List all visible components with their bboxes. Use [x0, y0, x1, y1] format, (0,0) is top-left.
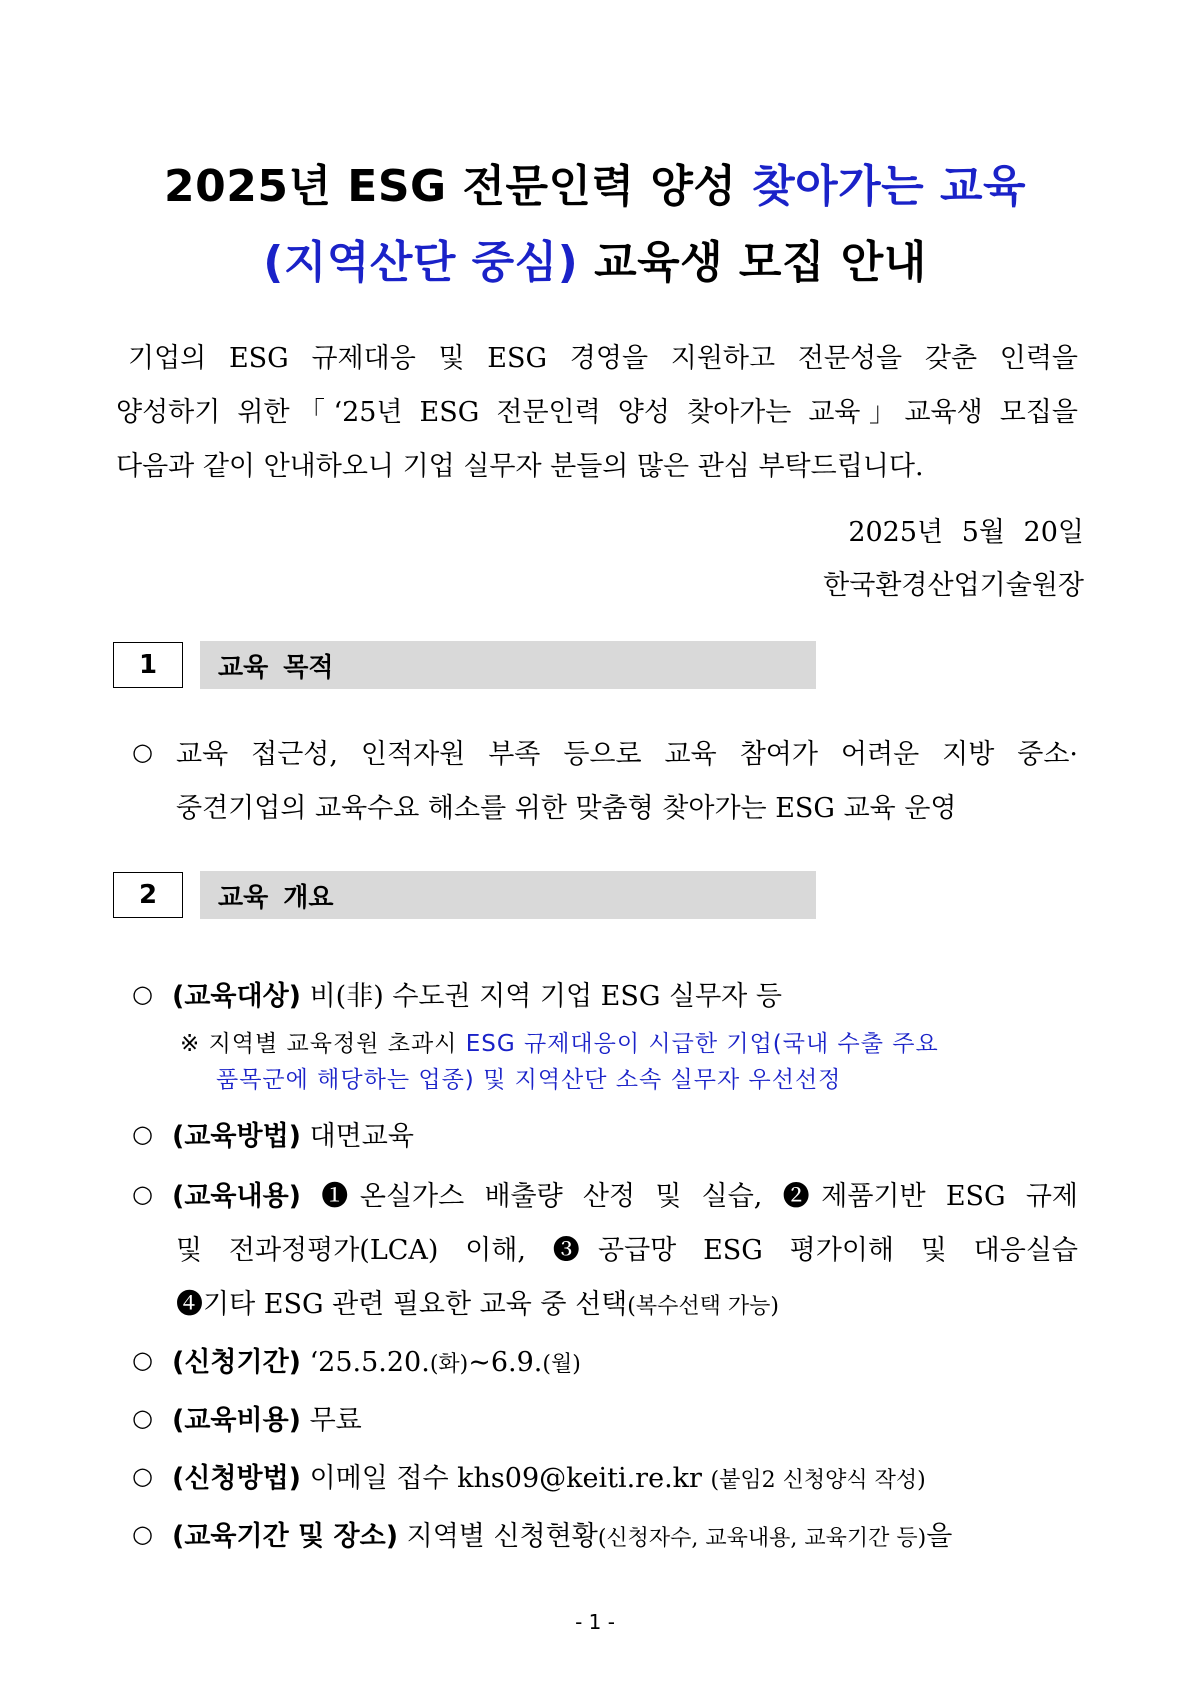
content-text: ❶온실가스 배출량 산정 및 실습, ❷제품기반 ESG 규제 [301, 1181, 1078, 1212]
period-start: ‘25.5.20. [301, 1347, 430, 1378]
period-end-day: (월) [542, 1352, 581, 1377]
section-number-1: 1 [113, 642, 183, 688]
note-plain: 지역별 교육정원 초과시 [208, 1031, 466, 1057]
title-part-blue: 찾아가는 교육 [752, 161, 1026, 212]
page-title-line2 [0, 226, 1190, 290]
intro-line-2: 양성하기 위한「‘25년 ESG 전문인력 양성 찾아가는 교육」교육생 모집을 [116, 397, 1078, 428]
content-line-3 [176, 1282, 779, 1321]
organization-signature: 한국환경산업기술원장 [823, 570, 1084, 601]
bullet-icon: ○ [132, 738, 153, 766]
period-end: ~6.9. [468, 1347, 543, 1378]
title-part-blue-2: (지역산단 중심) [263, 237, 579, 288]
period-start-day: (화) [429, 1352, 469, 1377]
method-label: (교육방법) [172, 1121, 302, 1152]
section-title-2: 교육 개요 [200, 871, 816, 919]
cost-label: (교육비용) [172, 1405, 302, 1436]
apply-label: (신청방법) [172, 1463, 302, 1494]
schedule-text: 지역별 신청현황 [398, 1521, 598, 1552]
purpose-line-1: 교육 접근성, 인적자원 부족 등으로 교육 참여가 어려운 지방 중소· [176, 739, 1078, 770]
note-mark: ※ [180, 1031, 201, 1057]
title-part-black-2: 교육생 모집 안내 [578, 237, 927, 288]
bullet-icon: ○ [132, 1462, 153, 1490]
content-line-3-main: ❹기타 ESG 관련 필요한 교육 중 선택 [176, 1289, 628, 1320]
title-part-black: 2025년 ESG 전문인력 양성 [164, 161, 753, 212]
intro-line-3: 다음과 같이 안내하오니 기업 실무자 분들의 많은 관심 부탁드립니다. [116, 451, 924, 482]
method-item [172, 1114, 414, 1153]
schedule-item [172, 1514, 952, 1553]
target-text: 비(非) 수도권 지역 기업 ESG 실무자 등 [301, 981, 782, 1012]
target-label: (교육대상) [172, 981, 302, 1012]
bullet-icon: ○ [132, 980, 153, 1008]
bullet-icon: ○ [132, 1520, 153, 1548]
bullet-icon: ○ [132, 1180, 153, 1208]
schedule-note: (신청자수, 교육내용, 교육기간 등) [597, 1526, 927, 1551]
note-highlight-2: 품목군에 해당하는 업종) 및 지역산단 소속 실무자 우선선정 [216, 1067, 842, 1093]
bullet-icon: ○ [132, 1120, 153, 1148]
apply-text: 이메일 접수 khs09@keiti.re.kr [301, 1463, 711, 1494]
target-item [172, 974, 782, 1013]
content-line-2: 및 전과정평가(LCA) 이해, ❸공급망 ESG 평가이해 및 대응실습 [176, 1235, 1078, 1266]
page-title-line1 [0, 150, 1190, 214]
page-number: - 1 - [575, 1610, 615, 1634]
bullet-icon: ○ [132, 1346, 153, 1374]
bullet-icon: ○ [132, 1404, 153, 1432]
content-item [172, 1174, 1078, 1213]
method-text: 대면교육 [301, 1121, 414, 1152]
period-item [172, 1340, 581, 1379]
schedule-text-end: 을 [926, 1521, 953, 1552]
apply-item [172, 1456, 926, 1495]
section-title-1: 교육 목적 [200, 641, 816, 689]
purpose-line-2: 중견기업의 교육수요 해소를 위한 맞춤형 찾아가는 ESG 교육 운영 [176, 793, 957, 824]
apply-note: (붙임2 신청양식 작성) [710, 1468, 926, 1493]
content-line-3-small: (복수선택 가능) [627, 1294, 779, 1319]
cost-text: 무료 [301, 1405, 362, 1436]
content-label: (교육내용) [172, 1181, 302, 1212]
note-line-1 [180, 1025, 939, 1058]
cost-item [172, 1398, 362, 1437]
document-date: 2025년 5월 20일 [848, 517, 1084, 548]
schedule-label: (교육기간 및 장소) [172, 1521, 399, 1552]
intro-line-1: 기업의 ESG 규제대응 및 ESG 경영을 지원하고 전문성을 갖춘 인력을 [128, 343, 1078, 374]
note-highlight-1: ESG 규제대응이 시급한 기업(국내 수출 주요 [465, 1031, 939, 1057]
period-label: (신청기간) [172, 1347, 302, 1378]
section-number-2: 2 [113, 872, 183, 918]
